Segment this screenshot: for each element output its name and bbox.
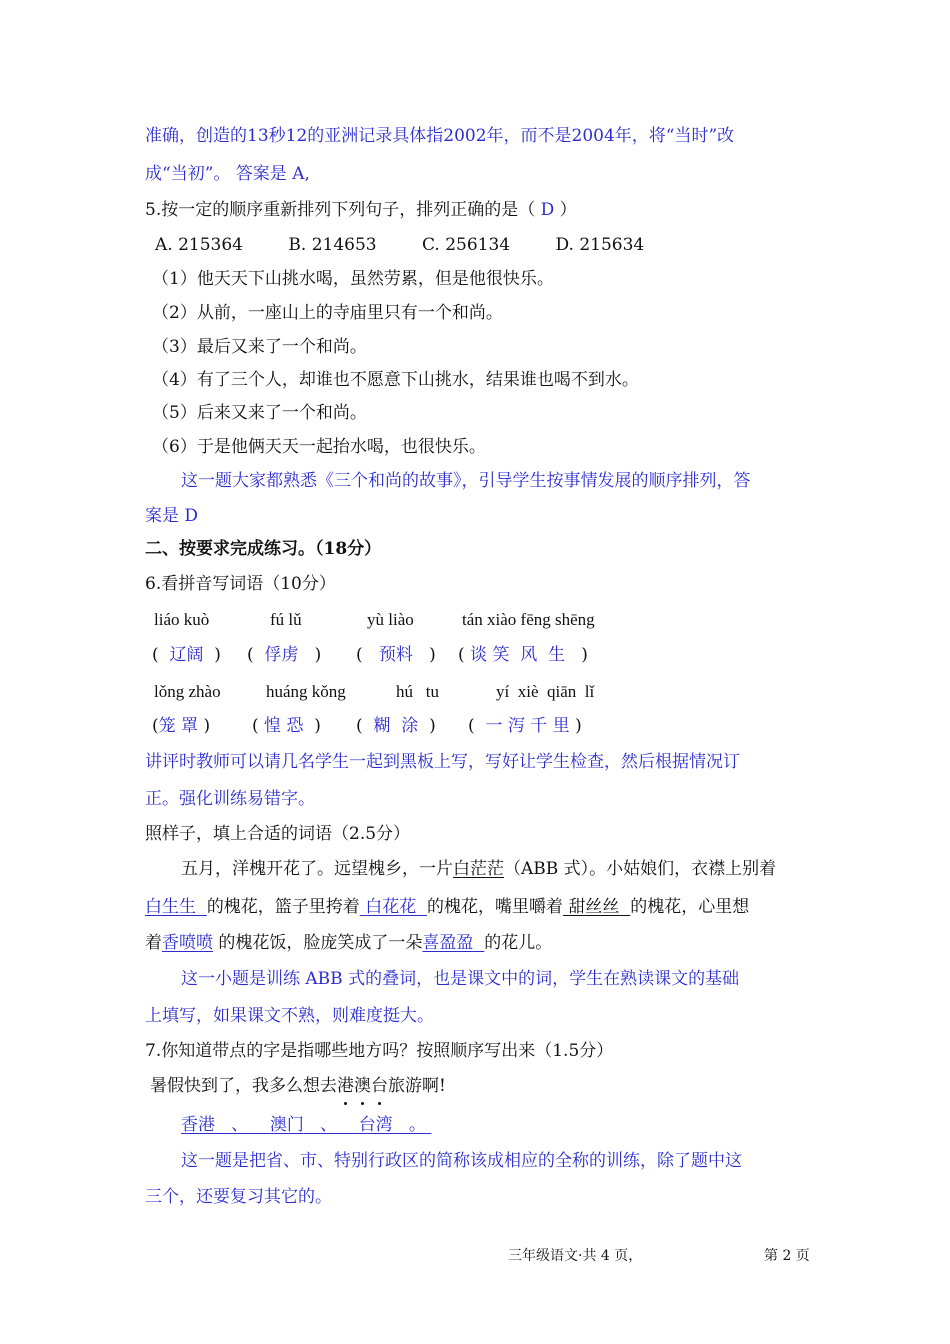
answer-macau: 澳门 xyxy=(269,1115,304,1135)
question-6b-note-line-1: 这一小题是训练 ABB 式的叠词，也是课文中的词，学生在熟读课文的基础 xyxy=(181,969,740,989)
fill-answer-1: 白生生 xyxy=(145,897,196,917)
option-b: B. 214653 xyxy=(288,235,377,255)
option-d: D. 215634 xyxy=(555,235,645,255)
answer-box-1: ( 辽阔 ) xyxy=(152,645,221,665)
question-5-note-line-2: 案是 D xyxy=(145,506,199,526)
dotted-char-2: 澳 xyxy=(354,1076,371,1096)
pinyin-8: yí xiè qiān lǐ xyxy=(496,682,595,701)
sentence-4: （4）有了三个人，却谁也不愿意下山挑水，结果谁也喝不到水。 xyxy=(152,370,639,390)
answer-1: 辽阔 xyxy=(169,645,204,665)
question-6-note-line-2: 正。强化训练易错字。 xyxy=(145,789,315,809)
question-7-note-line-1: 这一题是把省、市、特别行政区的简称该成相应的全称的训练，除了题中这 xyxy=(181,1151,742,1171)
fill-answer-3: 甜丝丝 xyxy=(568,897,620,917)
question-7-answer xyxy=(181,1113,808,1137)
answer-7: 糊 涂 xyxy=(373,716,419,736)
question-5-answer: D xyxy=(540,200,555,220)
answer-hongkong: 香港 xyxy=(181,1115,215,1135)
prev-answer-line-1: 准确，创造的13秒12的亚洲记录具体指2002年，而不是2004年，将“当时”改 xyxy=(145,126,735,146)
pinyin-5: lǒng zhào xyxy=(154,682,221,701)
sentence-6: （6）于是他俩天天一起抬水喝，也很快乐。 xyxy=(152,437,486,457)
question-5-text: 5.按一定的顺序重新排列下列句子，排列正确的是（ xyxy=(145,200,536,220)
sentence-5: （5）后来又来了一个和尚。 xyxy=(152,403,367,423)
answer-4: 谈 笑 风 生 xyxy=(470,645,566,665)
pinyin-4: tán xiào fēng shēng xyxy=(462,610,595,629)
answer-box-3: ( 预料 ) xyxy=(356,645,436,665)
fill-in-line-2: 白生生 的槐花，篮子里挎着 白花花 的槐花，嘴里嚼着 甜丝丝 的槐花，心里想 xyxy=(145,897,750,917)
pinyin-7: hú tu xyxy=(396,682,439,701)
option-c: C. 256134 xyxy=(422,235,511,255)
fill-answer-2: 白花花 xyxy=(365,897,417,917)
answer-6: 惶 恐 xyxy=(264,716,304,736)
prev-answer-line-2: 成“当初”。 答案是 A, xyxy=(145,164,310,184)
sentence-1: （1）他天天下山挑水喝，虽然劳累，但是他很快乐。 xyxy=(152,269,554,289)
question-6-note-line-1: 讲评时教师可以请几名学生一起到黑板上写，写好让学生检查，然后根据情况订 xyxy=(145,752,740,772)
pinyin-1: liáo kuò xyxy=(154,610,210,629)
footer-total-pages: 三年级语文·共 4 页， xyxy=(508,1248,643,1264)
answer-box-8: ( 一 泻 千 里 ) xyxy=(468,716,582,736)
footer-page-number: 第 2 页 xyxy=(764,1248,810,1264)
fill-in-line-1: 五月，洋槐开花了。远望槐乡，一片白茫茫（ABB 式）。小姑娘们，衣襟上别着 xyxy=(181,859,777,879)
answer-taiwan: 台湾 xyxy=(358,1115,393,1135)
answer-8: 一 泻 千 里 xyxy=(485,716,570,736)
fill-answer-5: 喜盈盈 xyxy=(422,933,474,953)
example-word: 白茫茫 xyxy=(453,859,504,879)
pinyin-2: fú lǔ xyxy=(270,610,302,629)
answer-box-5: (笼 罩 ) xyxy=(152,716,211,736)
fill-in-line-3: 着香喷喷 的槐花饭，脸庞笑成了一朵喜盈盈 的花儿。 xyxy=(145,933,553,953)
question-6b-title: 照样子，填上合适的词语（2.5分） xyxy=(145,824,411,844)
question-6-title: 6.看拼音写词语（10分） xyxy=(145,574,336,594)
answer-3: 预料 xyxy=(378,645,413,665)
sentence-3: （3）最后又来了一个和尚。 xyxy=(152,337,367,357)
option-a: A. 215364 xyxy=(155,235,243,255)
question-6b-note-line-2: 上填写，如果课文不熟，则难度挺大。 xyxy=(145,1006,434,1026)
question-7-title: 7.你知道带点的字是指哪些地方吗？按照顺序写出来（1.5分） xyxy=(145,1041,614,1061)
answer-box-4: ( 谈 笑 风 生 ) xyxy=(458,645,588,665)
answer-box-2: ( 俘虏 ) xyxy=(247,645,322,665)
answer-box-7: ( 糊 涂 ) xyxy=(356,716,436,736)
sentence-2: （2）从前，一座山上的寺庙里只有一个和尚。 xyxy=(152,303,503,323)
fill-answer-4: 香喷喷 xyxy=(162,933,213,953)
question-5-note-line-1: 这一题大家都熟悉《三个和尚的故事》，引导学生按事情发展的顺序排列，答 xyxy=(181,471,751,491)
answer-5: 笼 罩 xyxy=(158,716,199,736)
question-5-stem xyxy=(145,198,808,222)
pinyin-6: huáng kǒng xyxy=(266,682,346,701)
answer-2: 俘虏 xyxy=(264,645,299,665)
section-2-heading: 二、按要求完成练习。（18分） xyxy=(145,539,382,559)
question-7-answer-line: 香港 、 澳门 、 台湾 。 xyxy=(181,1115,426,1135)
question-7-sentence: 暑假快到了，我多么想去港澳台旅游啊! xyxy=(150,1076,446,1096)
question-5-options xyxy=(155,233,808,257)
question-5-close: ） xyxy=(559,200,577,220)
question-7-note-line-2: 三个，还要复习其它的。 xyxy=(145,1187,332,1207)
dotted-char-1: 港 xyxy=(337,1076,354,1096)
pinyin-3: yù liào xyxy=(367,610,414,629)
dotted-char-3: 台 xyxy=(371,1076,388,1096)
answer-box-6: ( 惶 恐 ) xyxy=(252,716,321,736)
